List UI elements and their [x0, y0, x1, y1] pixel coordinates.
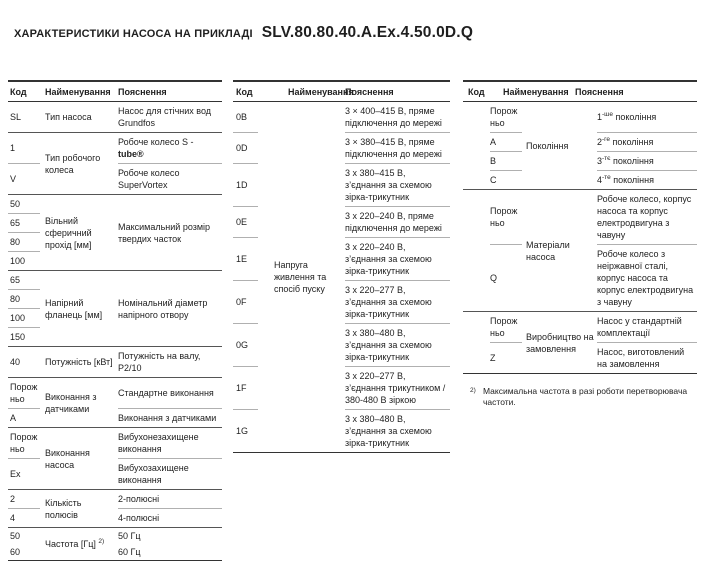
name-cell	[45, 378, 118, 427]
explanation-cell	[597, 244, 697, 311]
name-value: Виробництво на замовлення	[526, 331, 594, 354]
superscript-text: -ге	[602, 136, 611, 143]
explanation-value: 3 × 400–415 В, пряме підключення до мережі	[345, 106, 442, 128]
explanation-cell	[345, 163, 450, 206]
explanation-cell	[118, 428, 222, 458]
code-value: A	[490, 137, 497, 147]
code-value: 65	[10, 218, 21, 228]
code-cell	[490, 170, 522, 189]
explanation-cell	[345, 102, 450, 132]
code-cell	[233, 237, 258, 280]
explanation-cell	[597, 312, 697, 342]
code-cell	[8, 308, 40, 327]
code-cell	[490, 151, 522, 170]
page-title: ХАРАКТЕРИСТИКИ НАСОСА НА ПРИКЛАДІ	[14, 28, 253, 40]
text-segment: 2	[597, 137, 603, 147]
code-value: 4	[10, 513, 16, 523]
code-value: 100	[10, 256, 26, 266]
explanation-cell	[118, 458, 222, 489]
superscript-text: -тє	[602, 155, 611, 162]
explanation-cell	[118, 378, 222, 408]
code-value: SL	[10, 112, 22, 122]
text-segment: Частота [Гц]	[45, 539, 99, 549]
explanation-cell	[597, 151, 697, 170]
text-segment: ньо	[490, 118, 505, 128]
text-segment: 4	[597, 175, 603, 185]
name-cell	[526, 190, 597, 311]
column-header-code: Код	[236, 87, 253, 97]
code-cell	[8, 408, 40, 427]
name-value: Виконання з датчиками	[45, 391, 97, 414]
code-value: 50	[10, 199, 21, 209]
column-header-name: Найменування	[45, 87, 111, 97]
table-group	[8, 194, 222, 270]
code-cell	[8, 528, 40, 544]
code-value: Q	[490, 273, 498, 283]
code-cell	[8, 544, 40, 560]
footnote-text: Максимальна частота в разі роботи перетворювача частоти.	[483, 386, 688, 407]
explanation-cell	[118, 347, 222, 377]
explanation-value: 3 x 380–480 В, з’єднання за схемою зірка-трикутник	[345, 328, 432, 362]
table-body	[233, 102, 450, 452]
code-cell	[233, 280, 258, 323]
text-segment: 1	[597, 112, 603, 122]
code-cell	[233, 409, 258, 452]
explanation-cell	[345, 280, 450, 323]
explanation-cell	[118, 528, 222, 544]
code-value	[490, 105, 520, 129]
explanation-value: Виконання з датчиками	[118, 413, 217, 423]
table-group	[8, 527, 222, 560]
table-group	[8, 377, 222, 427]
name-value: Напруга живлення та спосіб пуску	[274, 260, 327, 294]
table-group	[463, 189, 697, 311]
code-cell	[8, 428, 40, 458]
tables-area	[8, 80, 704, 561]
text-segment: Робоче колесо S -	[118, 137, 194, 147]
explanation-value: Номінальний діаметр напірного отвору	[118, 297, 208, 320]
table-group	[8, 346, 222, 377]
code-table-1	[8, 80, 222, 561]
code-cell	[8, 251, 40, 270]
code-value: 0F	[236, 297, 247, 307]
explanation-cell	[118, 133, 222, 163]
code-value: B	[490, 156, 497, 166]
name-cell	[274, 102, 345, 452]
name-value: Напірний фланець [мм]	[45, 297, 103, 320]
explanation-cell	[345, 206, 450, 237]
explanation-cell	[118, 490, 222, 508]
code-cell	[233, 323, 258, 366]
column-header-explanation: Пояснення	[118, 87, 167, 97]
name-value: Кількість полюсів	[45, 497, 82, 520]
table-group	[233, 102, 450, 452]
explanation-cell	[345, 409, 450, 452]
code-cell	[8, 213, 40, 232]
code-table-3	[463, 80, 697, 374]
code-cell	[8, 271, 40, 289]
pump-type-code: SLV.80.80.40.A.Ex.4.50.0D.Q	[261, 24, 474, 41]
name-value	[45, 538, 116, 550]
explanation-cell	[597, 342, 697, 373]
name-cell	[45, 133, 118, 194]
code-table-2	[233, 80, 450, 453]
explanation-value: 50 Гц	[118, 531, 141, 541]
explanation-value: Насос, виготовлений на замовлення	[597, 347, 685, 369]
explanation-cell	[118, 163, 222, 194]
explanation-value	[597, 155, 695, 167]
name-cell	[45, 490, 118, 527]
explanation-value: 4-полюсні	[118, 513, 160, 523]
explanation-cell	[597, 102, 697, 132]
name-value: Тип робочого колеса	[45, 152, 101, 175]
code-value: 0D	[236, 143, 248, 153]
explanation-value: Вибухозахищене виконання	[118, 463, 189, 485]
table-group	[8, 132, 222, 194]
footnote-marker: 2)	[470, 387, 476, 394]
code-cell	[233, 163, 258, 206]
name-cell	[45, 195, 118, 270]
name-cell	[45, 528, 118, 560]
table-group	[463, 102, 697, 189]
text-segment: покоління	[613, 112, 657, 122]
name-cell	[45, 102, 118, 132]
name-cell	[526, 312, 597, 373]
name-cell	[45, 271, 118, 346]
name-value: Тип насоса	[45, 112, 92, 122]
code-cell	[8, 327, 40, 346]
code-value: 0G	[236, 340, 249, 350]
name-cell	[45, 428, 118, 489]
explanation-value: Насос для стічних вод Grundfos	[118, 106, 212, 128]
code-cell	[8, 490, 40, 508]
code-cell	[490, 244, 522, 311]
text-segment: ньо	[490, 328, 505, 338]
explanation-value: Стандартне виконання	[118, 388, 214, 398]
code-cell	[8, 102, 40, 132]
text-segment: Порож	[490, 316, 518, 326]
explanation-cell	[597, 132, 697, 151]
document-page	[0, 24, 704, 561]
text-segment: ньо	[10, 444, 25, 454]
explanation-value: Максимальний розмір твердих часток	[118, 221, 211, 244]
code-cell	[233, 366, 258, 409]
code-value: 80	[10, 237, 21, 247]
superscript-text: 2)	[98, 538, 105, 545]
code-value: 100	[10, 313, 26, 323]
explanation-value: Насос у стандартній комплектації	[597, 316, 682, 338]
table-group	[8, 270, 222, 346]
column-header-explanation: Пояснення	[345, 87, 394, 97]
code-value: 150	[10, 332, 26, 342]
explanation-value: 3 × 380–415 В, пряме підключення до мережі	[345, 137, 442, 159]
code-value: 80	[10, 294, 21, 304]
name-value: Покоління	[526, 140, 569, 151]
explanation-value: 3 x 220–240 В, пряме підключення до мережі	[345, 211, 442, 233]
code-cell	[233, 206, 258, 237]
explanation-value	[597, 111, 695, 123]
code-value: Z	[490, 353, 496, 363]
code-value	[490, 315, 520, 339]
table-header	[463, 82, 697, 102]
table-body	[8, 102, 222, 560]
table-body	[463, 102, 697, 373]
table-group	[8, 489, 222, 527]
table-group	[8, 427, 222, 489]
column-header-name: Найменування	[503, 87, 569, 97]
column-header-code: Код	[468, 87, 485, 97]
code-cell	[8, 347, 40, 377]
text-segment: покоління	[610, 137, 654, 147]
explanation-value: 60 Гц	[118, 547, 141, 557]
table-header	[8, 82, 222, 102]
code-value: 40	[10, 357, 21, 367]
text-segment: покоління	[610, 156, 654, 166]
name-cell	[45, 347, 118, 377]
code-value: 1D	[236, 180, 248, 190]
explanation-cell	[345, 132, 450, 163]
explanation-value: Робоче колесо SuperVortex	[118, 168, 180, 190]
code-cell	[233, 102, 258, 132]
code-cell	[8, 508, 40, 527]
explanation-value: 3 x 220–277 В, з’єднання трикутником / 380-480 В зіркою	[345, 371, 446, 405]
code-value: C	[490, 175, 497, 185]
explanation-cell	[118, 544, 222, 560]
text-segment: покоління	[610, 175, 654, 185]
code-cell	[8, 195, 40, 213]
name-value: Виконання насоса	[45, 447, 90, 470]
code-cell	[8, 133, 40, 163]
explanation-cell	[345, 366, 450, 409]
table-header	[233, 82, 450, 102]
footnote	[470, 386, 697, 408]
text-segment: Порож	[490, 206, 518, 216]
explanation-cell	[118, 195, 222, 270]
explanation-value	[597, 174, 695, 186]
explanation-cell	[597, 190, 697, 244]
text-segment: Порож	[490, 106, 518, 116]
code-value: V	[10, 174, 17, 184]
code-value: 0E	[236, 217, 248, 227]
explanation-value	[118, 136, 220, 160]
text-segment: Порож	[10, 382, 38, 392]
code-cell	[8, 458, 40, 489]
code-value	[10, 431, 38, 455]
bold-text: tube®	[118, 149, 144, 159]
code-cell	[490, 190, 522, 244]
code-cell	[8, 163, 40, 194]
code-value: Ex	[10, 469, 21, 479]
explanation-value: Робоче колесо з неіржавної сталі, корпус насоса та корпус електродвигуна з чавуну	[597, 249, 694, 307]
explanation-value: Потужність на валу, P2/10	[118, 351, 201, 373]
column-header-code: Код	[10, 87, 27, 97]
name-value: Потужність [кВт]	[45, 357, 113, 367]
code-cell	[8, 289, 40, 308]
explanation-cell	[345, 323, 450, 366]
code-value: A	[10, 413, 17, 423]
explanation-cell	[597, 170, 697, 189]
explanation-cell	[118, 508, 222, 527]
column-header-explanation: Пояснення	[575, 87, 624, 97]
explanation-value: 3 x 220–277 В, з’єднання за схемою зірка-трикутник	[345, 285, 432, 319]
code-value: 1	[10, 143, 16, 153]
table-group	[463, 311, 697, 373]
text-segment: ньо	[10, 394, 25, 404]
superscript-text: -те	[602, 174, 611, 181]
code-cell	[8, 232, 40, 251]
code-cell	[233, 132, 258, 163]
explanation-value: 3 x 380–480 В, з’єднання за схемою зірка-трикутник	[345, 414, 432, 448]
code-value: 50	[10, 531, 21, 541]
code-value: 0B	[236, 112, 248, 122]
code-value: 60	[10, 547, 21, 557]
name-value: Вільний сферичний прохід [мм]	[45, 215, 92, 250]
explanation-cell	[118, 102, 222, 132]
code-value: 2	[10, 494, 16, 504]
code-value	[490, 205, 520, 229]
table-group	[8, 102, 222, 132]
code-value	[10, 381, 38, 405]
code-value: 1G	[236, 426, 249, 436]
explanation-cell	[118, 408, 222, 427]
text-segment: ньо	[490, 218, 505, 228]
code-value: 65	[10, 275, 21, 285]
name-value: Матеріали насоса	[526, 239, 570, 262]
code-value: 1E	[236, 254, 248, 264]
explanation-value: Вибухонезахищене виконання	[118, 432, 199, 454]
superscript-text: -ше	[602, 111, 614, 118]
code-cell	[490, 312, 522, 342]
text-segment: 3	[597, 156, 603, 166]
code-cell	[490, 342, 522, 373]
third-column	[463, 80, 697, 408]
explanation-value: 3 x 380–415 В, з’єднання за схемою зірка-трикутник	[345, 168, 432, 202]
code-cell	[490, 102, 522, 132]
name-cell	[526, 102, 597, 189]
code-value: 1F	[236, 383, 247, 393]
text-segment: Порож	[10, 432, 38, 442]
explanation-value: Робоче колесо, корпус насоса та корпус електродвигуна з чавуну	[597, 194, 692, 240]
page-header	[14, 24, 704, 42]
column-header-name: Найменування	[288, 87, 354, 97]
explanation-value	[597, 136, 695, 148]
explanation-value: 3 x 220–240 В, з’єднання за схемою зірка-трикутник	[345, 242, 432, 276]
code-cell	[8, 378, 40, 408]
explanation-cell	[345, 237, 450, 280]
code-cell	[490, 132, 522, 151]
explanation-value: 2-полюсні	[118, 494, 160, 504]
explanation-cell	[118, 271, 222, 346]
